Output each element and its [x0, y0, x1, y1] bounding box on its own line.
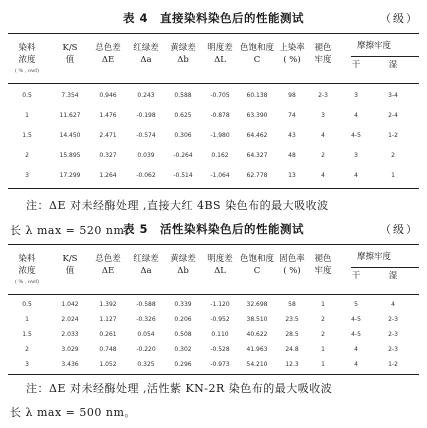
table5-cell: 4	[354, 346, 358, 353]
table5-cell: 2-3	[388, 346, 398, 353]
table5-cell: 2-3	[388, 316, 398, 323]
table5-header-dl: 明度差	[207, 254, 233, 264]
table4-cell: 43	[288, 132, 296, 139]
table5-header-ks: K/S	[62, 254, 78, 264]
table5-header-dL-sub: Δa	[140, 266, 152, 276]
table4-cell: 2	[391, 152, 395, 159]
table4-cell: 0.5	[22, 92, 32, 99]
table4-cell: 62.778	[246, 172, 268, 179]
table5-header-fast-sub: 牢度	[314, 266, 332, 276]
table5-cell: -0.220	[136, 346, 156, 353]
table5-cell: 38.510	[246, 316, 268, 323]
table4-title-row	[0, 10, 427, 28]
table4-cell: 1.476	[99, 112, 117, 119]
table4-cell: 3	[354, 152, 358, 159]
table5-cell: 2-3	[388, 331, 398, 338]
table5-header-conc: 染料	[18, 254, 36, 264]
table5-cell: 1	[321, 361, 325, 368]
table4-cell: 0.039	[137, 152, 155, 159]
table4-header-dl-sub: ΔL	[214, 55, 226, 65]
table5-header-dL: 红绿差	[133, 254, 159, 264]
table4-cell: 0.306	[174, 132, 192, 139]
table4-header-rub: 摩擦牢度	[356, 41, 391, 51]
table5-header-ks-sub: 值	[65, 266, 75, 276]
table5-cell: 0.110	[211, 331, 229, 338]
table4-header-c-sub: C	[253, 55, 261, 65]
table4-title: 表 4 直接染料染色后的性能测试	[122, 11, 304, 25]
table4-header-rule	[8, 83, 419, 84]
table5-cell: 3.436	[61, 361, 79, 368]
table4-header-up-sub: ( %)	[283, 55, 301, 65]
table4-cell: 11.627	[59, 112, 81, 119]
table5-cell: 54.210	[246, 361, 268, 368]
table5-cell: -0.973	[210, 361, 230, 368]
table4-cell: -0.574	[136, 132, 156, 139]
table4-header-dL-sub: Δa	[140, 55, 152, 65]
table4-cell: 0.162	[211, 152, 229, 159]
table4-cell: 74	[288, 112, 296, 119]
table4-cell: 2-4	[388, 112, 398, 119]
table5-header-rub: 摩擦牢度	[356, 252, 391, 262]
table5-header-db: 黄绿差	[170, 254, 196, 264]
table5-cell: -0.326	[136, 316, 156, 323]
table5-cell: 0.748	[99, 346, 117, 353]
table5-note-line2: 长 λ max = 500 nm。	[10, 406, 136, 419]
table5-cell: 0.339	[174, 301, 192, 308]
table5-cell: 4	[391, 301, 395, 308]
table4-cell: -1.980	[210, 132, 230, 139]
table4-header-conc-unit: ( % , owf)	[14, 68, 40, 74]
table4-header-db: 黄绿差	[170, 43, 196, 53]
table5-header-conc-sub: 浓度	[18, 266, 36, 276]
table4-header-de: 总色差	[95, 43, 121, 53]
table4-cell: 60.138	[246, 92, 268, 99]
table5-cell: 12.3	[285, 361, 299, 368]
table5-cell: 0.261	[99, 331, 117, 338]
table5-cell: 1.042	[61, 301, 79, 308]
table4-header-fast: 褪色	[314, 43, 332, 53]
table5-header-db-sub: Δb	[177, 266, 189, 276]
table4-cell: 98	[288, 92, 296, 99]
table5-header-c: 色饱和度	[239, 254, 274, 264]
table5-bottom-rule	[8, 374, 419, 375]
table5-cell: 24.8	[285, 346, 299, 353]
table4-cell: 1.264	[99, 172, 117, 179]
table5-cell: 3	[25, 361, 29, 368]
table4-note-line1: 注：ΔE 对未经酶处理 ,直接大红 4BS 染色布的最大吸收波	[26, 199, 329, 212]
table4-header-ks-sub: 值	[65, 55, 75, 65]
table4-header-c: 色饱和度	[239, 43, 274, 53]
table4-header-db-sub: Δb	[177, 55, 189, 65]
table5-header-rub-wet: 湿	[388, 271, 398, 281]
table4-cell: 3	[354, 92, 358, 99]
table4-cell: 0.625	[174, 112, 192, 119]
table5-cell: 40.622	[246, 331, 268, 338]
table4-header-dl: 明度差	[207, 43, 233, 53]
table4-cell: 4	[354, 172, 358, 179]
table4-cell: 48	[288, 152, 296, 159]
table5-cell: 0.206	[174, 316, 192, 323]
table5-cell: 2.024	[61, 316, 79, 323]
table4-cell: -1.064	[210, 172, 230, 179]
table4-cell: 1-2	[388, 132, 398, 139]
table4-header-ks: K/S	[62, 43, 78, 53]
table4-header-rub-wet: 湿	[388, 60, 398, 70]
table4-cell: -0.705	[210, 92, 230, 99]
table4-cell: 2	[321, 152, 325, 159]
table5-cell: 1-2	[388, 361, 398, 368]
table4-cell: -0.514	[173, 172, 193, 179]
table5-cell: 0.054	[137, 331, 155, 338]
table5-header-de-sub: ΔE	[101, 266, 115, 276]
table4-cell: 1	[25, 112, 29, 119]
table5-cell: 32.698	[246, 301, 268, 308]
table4-cell: 4	[321, 172, 325, 179]
table4-cell: 63.390	[246, 112, 268, 119]
table5-cell: 28.5	[285, 331, 299, 338]
table4-cell: 14.450	[59, 132, 81, 139]
table5-cell: -0.588	[136, 301, 156, 308]
table4-cell: 0.327	[99, 152, 117, 159]
table5-cell: 0.325	[137, 361, 155, 368]
table4-bottom-rule	[8, 188, 419, 189]
table4-header-de-sub: ΔE	[101, 55, 115, 65]
table5-cell: 2	[321, 316, 325, 323]
table4-cell: -0.198	[136, 112, 156, 119]
table4-cell: 1.5	[22, 132, 32, 139]
table5-cell: 0.302	[174, 346, 192, 353]
table5-header-rule	[8, 294, 419, 295]
table5-cell: 1	[321, 301, 325, 308]
table5-cell: -1.120	[210, 301, 230, 308]
table5-cell: 4-5	[351, 331, 361, 338]
table5-cell: 1	[25, 316, 29, 323]
table5-cell: 1.392	[99, 301, 117, 308]
table4-cell: 7.354	[61, 92, 79, 99]
table5-cell: 58	[288, 301, 296, 308]
table4-cell: -0.264	[173, 152, 193, 159]
table5-cell: 2	[321, 331, 325, 338]
table4-cell: 0.946	[99, 92, 117, 99]
table4-header-up: 上染率	[279, 43, 305, 53]
table4-rub-rule	[351, 56, 419, 57]
table5-header-fast: 褪色	[314, 254, 332, 264]
table4-note-line2: 长 λ max = 520 nm。	[10, 224, 136, 237]
table5-cell: -0.952	[210, 316, 230, 323]
table4-cell: 2	[25, 152, 29, 159]
table4-unit: （级）	[380, 12, 419, 25]
table5-header-dl-sub: ΔL	[214, 266, 226, 276]
table5-header-de: 总色差	[95, 254, 121, 264]
table4-cell: 15.895	[59, 152, 81, 159]
table5-note-line1: 注：ΔE 对未经酶处理 ,活性紫 KN-2R 染色布的最大吸收波	[26, 382, 333, 395]
table4-header-rub-dry: 干	[351, 60, 361, 70]
table5-header-rub-dry: 干	[351, 271, 361, 281]
table4-cell: 64.327	[246, 152, 268, 159]
table5-cell: 1	[321, 346, 325, 353]
table5-cell: 1.127	[99, 316, 117, 323]
table5-cell: 2	[25, 346, 29, 353]
table4-cell: 4	[321, 132, 325, 139]
table5-header-up: 固色率	[279, 254, 305, 264]
table5-cell: 5	[354, 301, 358, 308]
table5-cell: 1.052	[99, 361, 117, 368]
table5-cell: 4-5	[351, 316, 361, 323]
table5-cell: 0.508	[174, 331, 192, 338]
table4-cell: -0.878	[210, 112, 230, 119]
table4-cell: 1	[391, 172, 395, 179]
table5-header-up-sub: ( %)	[283, 266, 301, 276]
table5-cell: 2.033	[61, 331, 79, 338]
table4-cell: 4-5	[351, 132, 361, 139]
table4-header-conc-sub: 浓度	[18, 55, 36, 65]
table4-cell: 2.471	[99, 132, 117, 139]
table4-cell: 2-3	[318, 92, 328, 99]
table5-cell: 41.963	[246, 346, 268, 353]
table5-cell: 0.5	[22, 301, 32, 308]
table4-cell: 13	[288, 172, 296, 179]
table5-cell: 4	[354, 361, 358, 368]
table5-title-row	[0, 221, 427, 239]
table4-cell: 17.299	[59, 172, 81, 179]
table4-top-rule	[8, 33, 419, 34]
table4-header-conc: 染料	[18, 43, 36, 53]
table4-cell: 0.588	[174, 92, 192, 99]
table4-header-dL: 红绿差	[133, 43, 159, 53]
table4-cell: 64.462	[246, 132, 268, 139]
table4-cell: 3-4	[388, 92, 398, 99]
table5-header-conc-unit: ( % , owf)	[14, 279, 40, 285]
table5-cell: 23.5	[285, 316, 299, 323]
table4-cell: 3	[321, 112, 325, 119]
table4-cell: 3	[25, 172, 29, 179]
table5-rub-rule	[351, 267, 419, 268]
table4-cell: 4	[354, 112, 358, 119]
table5-cell: 0.296	[174, 361, 192, 368]
table5-cell: -0.528	[210, 346, 230, 353]
table5-title: 表 5 活性染料染色后的性能测试	[122, 222, 304, 236]
table5-cell: 1.5	[22, 331, 32, 338]
table5-header-c-sub: C	[253, 266, 261, 276]
table4-header-fast-sub: 牢度	[314, 55, 332, 65]
table5-top-rule	[8, 244, 419, 245]
table4-cell: 0.243	[137, 92, 155, 99]
table5-unit: （级）	[380, 223, 419, 236]
table5-cell: 3.029	[61, 346, 79, 353]
table4-cell: -0.062	[136, 172, 156, 179]
